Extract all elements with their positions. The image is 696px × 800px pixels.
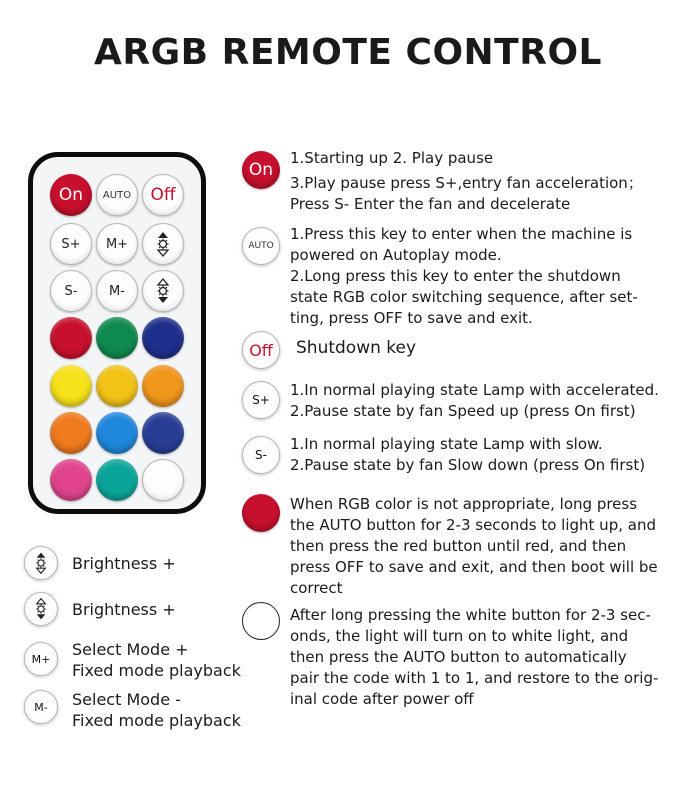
s-plus-key-icon-label: S+ bbox=[252, 393, 270, 407]
desc-line: 1.In normal playing state Lamp with slow. bbox=[290, 435, 603, 453]
color-button-green[interactable] bbox=[96, 317, 138, 359]
s-minus-label: S- bbox=[64, 283, 78, 299]
auto-key-description bbox=[290, 224, 685, 329]
color-button-orange[interactable] bbox=[50, 412, 92, 454]
desc-line: press OFF to save and exit, and then boot will be bbox=[290, 558, 658, 576]
m-minus-legend-text bbox=[72, 689, 241, 731]
white-button-icon bbox=[242, 602, 280, 640]
desc-line: Shutdown key bbox=[296, 338, 417, 358]
m-minus-legend-icon-label: M- bbox=[34, 700, 48, 714]
color-button-red[interactable] bbox=[50, 317, 92, 359]
auto-button[interactable] bbox=[96, 174, 138, 216]
color-button-sky-blue[interactable] bbox=[96, 412, 138, 454]
red-button-description bbox=[290, 494, 685, 599]
brightness-down-button[interactable] bbox=[142, 270, 184, 312]
off-key-icon-label: Off bbox=[249, 340, 273, 360]
brightness-down-icon bbox=[28, 596, 54, 622]
m-minus-legend-icon bbox=[24, 690, 58, 724]
desc-line: 1.Press this key to enter when the machine is bbox=[290, 225, 633, 243]
desc-line: 2.Pause state by fan Slow down (press On first) bbox=[290, 456, 646, 474]
s-plus-button[interactable] bbox=[50, 223, 92, 265]
color-button-white[interactable] bbox=[142, 459, 184, 501]
brightness-up-icon bbox=[28, 550, 54, 576]
auto-button-label: AUTO bbox=[102, 189, 132, 201]
on-key-icon-label: On bbox=[248, 160, 274, 180]
desc-line: inal code after power off bbox=[290, 690, 474, 708]
color-button-blue[interactable] bbox=[142, 412, 184, 454]
desc-line: the AUTO button for 2-3 seconds to light up, and bbox=[290, 516, 656, 534]
s-plus-label: S+ bbox=[61, 236, 81, 252]
off-button[interactable] bbox=[142, 174, 184, 216]
off-key-description bbox=[290, 338, 685, 359]
page-title: ARGB REMOTE CONTROL bbox=[94, 32, 602, 73]
color-button-teal[interactable] bbox=[96, 459, 138, 501]
color-button-amber[interactable] bbox=[142, 365, 184, 407]
desc-line: then press the AUTO button to automatically bbox=[290, 648, 627, 666]
auto-key-icon-label: AUTO bbox=[248, 241, 274, 251]
on-button[interactable] bbox=[50, 174, 92, 216]
m-minus-button[interactable] bbox=[96, 270, 138, 312]
s-minus-key-icon-label: S- bbox=[255, 448, 267, 462]
desc-line: correct bbox=[290, 579, 343, 597]
s-minus-key-description bbox=[290, 434, 685, 476]
desc-line: ting, press OFF to save and exit. bbox=[290, 309, 533, 327]
desc-line: 2.Pause state by fan Speed up (press On first) bbox=[290, 402, 636, 420]
s-minus-button[interactable] bbox=[50, 270, 92, 312]
desc-line: After long pressing the white button for 2-3 sec- bbox=[290, 606, 651, 624]
s-plus-key-description bbox=[290, 380, 685, 422]
color-button-gold[interactable] bbox=[96, 365, 138, 407]
m-plus-label: M+ bbox=[105, 236, 129, 252]
desc-line: pair the code with 1 to 1, and restore to the orig- bbox=[290, 669, 659, 687]
legend-line: Select Mode - bbox=[72, 690, 181, 709]
s-plus-key-icon bbox=[242, 381, 280, 419]
m-plus-legend-icon-label: M+ bbox=[31, 652, 51, 666]
color-button-pink[interactable] bbox=[50, 459, 92, 501]
legend-line: Fixed mode playback bbox=[72, 711, 241, 730]
desc-line: 2.Long press this key to enter the shutdown bbox=[290, 267, 621, 285]
desc-line: Press S- Enter the fan and decelerate bbox=[290, 195, 571, 213]
auto-key-icon bbox=[242, 227, 280, 265]
brightness-up-legend-text: Brightness + bbox=[72, 554, 176, 573]
s-minus-key-icon bbox=[242, 436, 280, 474]
brightness-down-legend-text: Brightness + bbox=[72, 600, 176, 619]
desc-line: onds, the light will turn on to white light, and bbox=[290, 627, 629, 645]
desc-line: then press the red button until red, and then bbox=[290, 537, 627, 555]
brightness-up-legend-icon bbox=[24, 546, 58, 580]
desc-line: 3.Play pause press S+,entry fan acceleration； bbox=[290, 174, 643, 192]
m-plus-legend-icon bbox=[24, 642, 58, 676]
desc-line: powered on Autoplay mode. bbox=[290, 246, 502, 264]
on-key-icon bbox=[242, 151, 280, 189]
brightness-up-button[interactable] bbox=[142, 223, 184, 265]
desc-line: state RGB color switching sequence, after set- bbox=[290, 288, 638, 306]
desc-line: When RGB color is not appropriate, long press bbox=[290, 495, 638, 513]
m-plus-legend-text bbox=[72, 639, 241, 681]
legend-line: Select Mode + bbox=[72, 640, 189, 659]
on-key-description bbox=[290, 148, 685, 215]
brightness-down-icon bbox=[148, 276, 178, 306]
brightness-down-legend-icon bbox=[24, 592, 58, 626]
color-button-navy[interactable] bbox=[142, 317, 184, 359]
m-plus-button[interactable] bbox=[96, 223, 138, 265]
legend-line: Fixed mode playback bbox=[72, 661, 241, 680]
desc-line: 1.Starting up 2. Play pause bbox=[290, 149, 494, 167]
white-button-description bbox=[290, 605, 685, 710]
m-minus-label: M- bbox=[109, 283, 125, 299]
brightness-up-icon bbox=[148, 229, 178, 259]
remote-control bbox=[28, 152, 206, 514]
color-button-yellow[interactable] bbox=[50, 365, 92, 407]
off-key-icon bbox=[242, 331, 280, 369]
on-button-label: On bbox=[58, 185, 84, 205]
off-button-label: Off bbox=[150, 185, 176, 205]
red-button-icon bbox=[242, 494, 280, 532]
desc-line: 1.In normal playing state Lamp with accelerated. bbox=[290, 381, 659, 399]
